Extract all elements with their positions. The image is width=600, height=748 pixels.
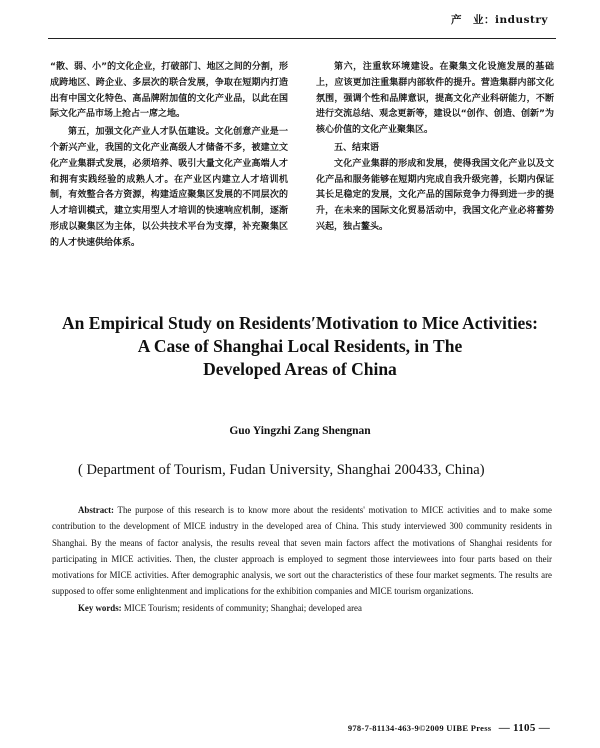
title-line-1: An Empirical Study on Residents′Motivation to Mice Activities: — [62, 313, 538, 333]
title-line-2: A Case of Shanghai Local Residents, in The — [137, 336, 463, 356]
body-columns — [50, 60, 554, 254]
footer-isbn: 978-7-81134-463-9©2009 UIBE Press — [347, 723, 492, 733]
right-paragraph-2: 文化产业集群的形成和发展，使得我国文化产业以及文化产品和服务能够在短期内完成自我升级完善，长期内保证其长足稳定的发展，文化产品的国际竞争力得到进一步的提升，在未来的国际文化贸易活动中，我国文化产业必将蓄势兴起，独占鳌头。 — [316, 158, 554, 232]
title-line-3: Developed Areas of China — [203, 359, 397, 379]
page-footer — [348, 722, 550, 734]
keywords-text: MICE Tourism; residents of community; Shanghai; developed area — [121, 602, 362, 613]
section-heading: 五、结束语 — [334, 142, 380, 153]
abstract-paragraph — [52, 502, 552, 600]
left-paragraph-1: “散、弱、小”的文化企业，打破部门、地区之间的分割，形成跨地区、跨企业、多层次的联合发展，争取在短期内打造出有中国文化特色、高品牌附加值的文化产业品，以此在国际文化产品市场上抢占一席之地。 — [50, 62, 288, 120]
page-number: — 1105 — — [498, 722, 550, 734]
keywords-paragraph — [52, 600, 552, 616]
abstract-label: Abstract: — [78, 505, 114, 515]
abstract-text: The purpose of this research is to know more about the residents' motivation to MICE activities and to make some contribution to the development of MICE industry in the developed area of China. This study interviewed 300 community residents in Shanghai. By the means of factor analysis, the results reveal that seven main factors affect the motivations of Shanghai residents for participating in MICE activities. Then, the cluster approach is employed to segment those interviewees into four parts based on their motivations for MICE activities. After demographic analysis, we sort out the characteristics of these four market segments. The results are supposed to offer some enlightenment and implications for the exhibition companies and MICE tourism organizations. — [52, 505, 552, 597]
running-header: 产 业：industry — [451, 14, 548, 26]
abstract-block — [52, 502, 552, 616]
header-rule — [48, 38, 556, 39]
keywords-label: Key words: — [78, 602, 122, 613]
left-paragraph-2: 第五，加强文化产业人才队伍建设。文化创意产业是一个新兴产业，我国的文化产业高级人才储备不多，被建立文化产业集群式发展，必须培养、吸引大量文化产业高端人才和拥有实践经验的成熟人才。在产业区内建立人才培训机制，有效整合各方资源，构建适应聚集区发展的不同层次的人才培训模式，建立实用型人才培训的快速响应机制，逐渐形成以聚集区为主体，以公共技术平台为支撑，补充聚集区的人才快速供给体系。 — [50, 127, 288, 248]
right-paragraph-1: 第六，注重软环境建设。在聚集文化设施发展的基础上，应该更加注重集群内部软件的提升。营造集群内部文化氛围，强调个性和品牌意识，提高文化产业科研能力，不断进行交流总结、观念更新等，建设以“创作、创造、创新”为核心价值的文化产业聚集区。 — [316, 62, 554, 136]
right-column — [316, 60, 554, 254]
article-title — [40, 312, 560, 381]
left-column — [50, 60, 288, 254]
authors: Guo Yingzhi Zang Shengnan — [229, 425, 371, 437]
affiliation: ( Department of Tourism, Fudan University, Shanghai 200433, China) — [78, 462, 485, 478]
